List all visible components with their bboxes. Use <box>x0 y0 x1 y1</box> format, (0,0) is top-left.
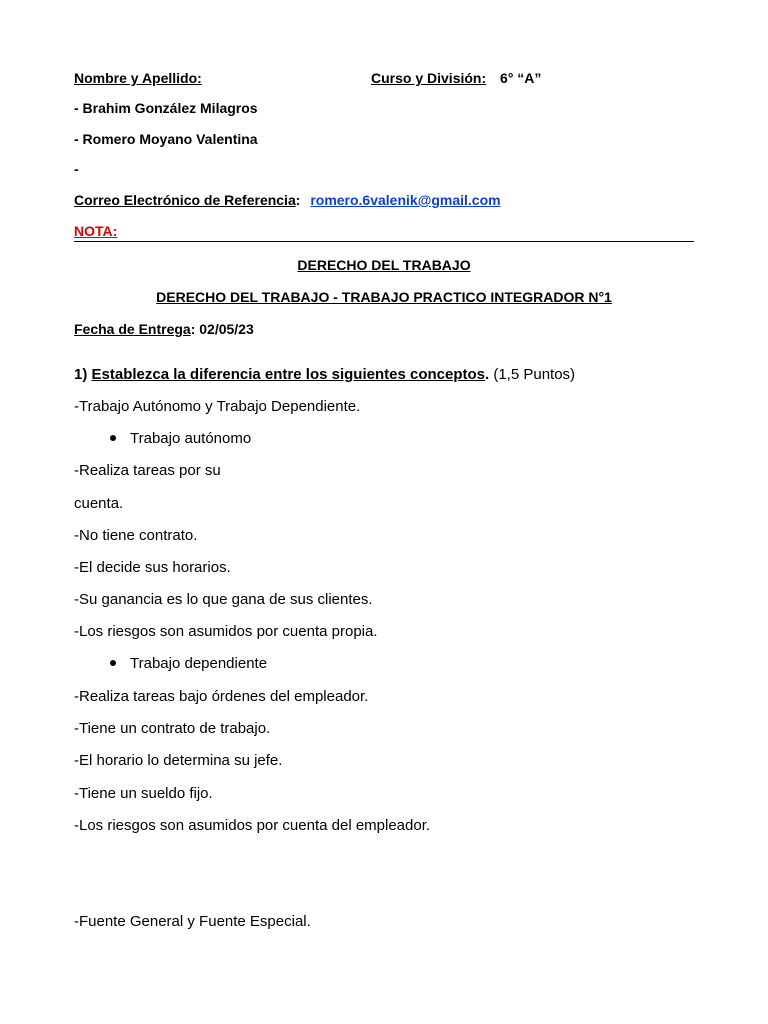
name-field <box>74 70 202 86</box>
list-item: -Tiene un contrato de trabajo. <box>74 720 271 737</box>
list-item: -Los riesgos son asumidos por cuenta del empleador. <box>74 817 431 834</box>
name-label: Nombre y Apellido <box>74 70 198 86</box>
due-date <box>74 321 254 337</box>
student-3: - <box>74 161 79 177</box>
list-item: -El horario lo determina su jefe. <box>74 752 283 769</box>
course-value: 6° “A” <box>500 70 542 86</box>
name-colon: : <box>197 70 202 86</box>
bullet-icon <box>110 435 116 441</box>
course-colon: : <box>481 70 487 86</box>
divider <box>74 241 694 242</box>
dependiente-heading: Trabajo dependiente <box>130 655 268 672</box>
subject-title: DERECHO DEL TRABAJO <box>297 257 471 273</box>
course-field <box>371 70 541 86</box>
bullet-dependiente <box>110 655 267 672</box>
question-prompt: Establezca la diferencia entre los siguientes conceptos <box>91 366 485 383</box>
next-topic-line: -Fuente General y Fuente Especial. <box>74 913 311 930</box>
email-link[interactable]: romero.6valenik@gmail.com <box>310 192 501 208</box>
list-item: -Realiza tareas por su <box>74 462 221 479</box>
nota-label: NOTA: <box>74 223 118 239</box>
due-label: Fecha de Entrega <box>74 321 191 337</box>
question-period: . <box>485 366 490 383</box>
email-field <box>74 192 501 208</box>
list-item: -El decide sus horarios. <box>74 559 231 576</box>
autonomo-heading: Trabajo autónomo <box>130 430 252 447</box>
student-1: - Brahim González Milagros <box>74 100 258 116</box>
list-item: -No tiene contrato. <box>74 527 198 544</box>
course-label: Curso y División <box>371 70 482 86</box>
due-value: : 02/05/23 <box>190 321 254 337</box>
question-number: 1) <box>74 366 88 383</box>
question-points: (1,5 Puntos) <box>493 366 576 383</box>
assignment-title: DERECHO DEL TRABAJO - TRABAJO PRACTICO INTEGRADOR N°1 <box>156 289 612 305</box>
list-item: -Los riesgos son asumidos por cuenta propia. <box>74 623 378 640</box>
email-label: Correo Electrónico de Referencia <box>74 192 296 208</box>
list-item: -Tiene un sueldo fijo. <box>74 785 213 802</box>
bullet-autonomo <box>110 430 251 447</box>
list-item: cuenta. <box>74 495 124 512</box>
email-colon: : <box>295 192 301 208</box>
question-1 <box>74 366 575 383</box>
topic-line: -Trabajo Autónomo y Trabajo Dependiente. <box>74 398 361 415</box>
student-2: - Romero Moyano Valentina <box>74 131 258 147</box>
list-item: -Su ganancia es lo que gana de sus clientes. <box>74 591 373 608</box>
bullet-icon <box>110 660 116 666</box>
list-item: -Realiza tareas bajo órdenes del empleador. <box>74 688 369 705</box>
